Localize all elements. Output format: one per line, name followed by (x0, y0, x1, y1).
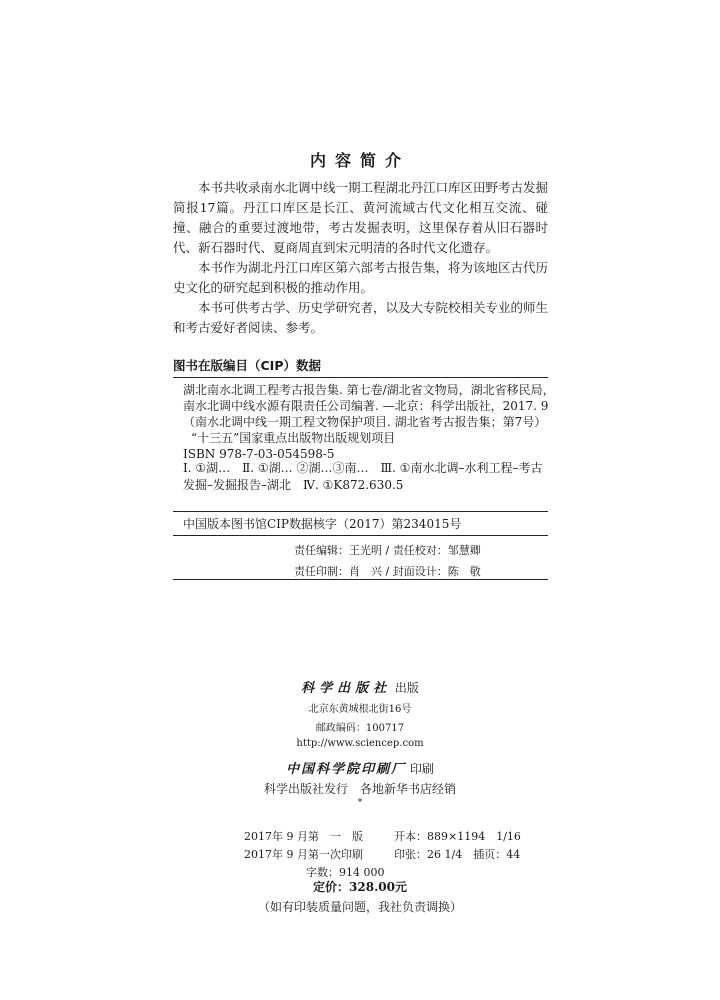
website: http://www.sciencep.com (296, 738, 424, 749)
cip-line: （南水北调中线一期工程文物保护项目. 湖北省考古报告集；第7号） (183, 415, 547, 429)
cip-line: “十三五”国家重点出版物出版规划项目 (191, 431, 396, 445)
first-edition: 2017年 9 月第 一 版 (244, 830, 363, 843)
divider (173, 511, 548, 512)
printed-sheets: 印张：26 1/4 插页：44 (394, 848, 521, 861)
publisher-line (0, 677, 720, 696)
publisher-suffix: 出版 (394, 681, 419, 695)
publisher-address: 北京东黄城根北街16号 (308, 704, 412, 715)
summary-section (173, 178, 548, 338)
quality-notice: （如有印装质量问题，我社负责调换） (257, 900, 462, 914)
divider (173, 377, 548, 378)
divider (173, 579, 548, 580)
cip-line: 南水北调中线水源有限责任公司编著. —北京：科学出版社，2017. 9 (183, 399, 549, 413)
cip-number: 中国版本图书馆CIP数据核字（2017）第234015号 (183, 517, 462, 531)
summary-paragraph: 本书共收录南水北调中线一期工程湖北丹江口库区田野考古发掘简报17篇。丹江口库区是长江、黄河流域古代文化相互交流、碰撞、融合的重要过渡地带，考古发掘表明，这里保存着从旧石器时代、新石器时代、夏商周直到宋元明清的各时代文化遗存。 (173, 180, 549, 255)
cip-class-line: 发掘–发掘报告–湖北 Ⅳ. ①K872.630.5 (183, 478, 404, 492)
distribution: 科学出版社发行 各地新华书店经销 (263, 782, 456, 796)
edition-info (244, 828, 521, 882)
cip-line: 湖北南水北调工程考古报告集. 第七卷/湖北省文物局，湖北省移民局， (183, 383, 555, 397)
credits-production: 责任印制：肖 兴 / 封面设计：陈 敬 (294, 565, 481, 578)
divider (173, 535, 548, 536)
printer-suffix: 印刷 (409, 762, 434, 776)
word-count: 字数：914 000 (306, 866, 385, 879)
first-printing: 2017年 9 月第一次印刷 (244, 848, 363, 861)
book-format: 开本：889×1194 1/16 (394, 830, 521, 843)
postcode: 邮政编码：100717 (315, 723, 405, 734)
summary-title: 内容简介 (309, 151, 410, 170)
cip-title: 图书在版编目（CIP）数据 (173, 358, 321, 373)
credits-editors: 责任编辑：王光明 / 责任校对：邹慧卿 (294, 544, 481, 557)
summary-paragraph: 本书可供考古学、历史学研究者，以及大专院校相关专业的师生和考古爱好者阅读、参考。 (173, 300, 549, 335)
cip-record (183, 382, 555, 462)
printer-line (0, 758, 720, 777)
cip-class-line: Ⅰ. ①湖… Ⅱ. ①湖… ②湖…③南… Ⅲ. ①南水北调–水利工程–考古 (183, 461, 543, 475)
cip-isbn: ISBN 978-7-03-054598-5 (183, 447, 335, 461)
printer-logo: 中国科学院印刷厂 (286, 762, 407, 777)
separator: * (357, 798, 363, 808)
publisher-logo: 科学出版社 (301, 681, 392, 696)
price: 定价：328.00元 (313, 880, 407, 894)
cip-classification (183, 460, 548, 494)
summary-paragraph: 本书作为湖北丹江口库区第六部考古报告集，将为该地区古代历史文化的研究起到积极的推动作用。 (173, 260, 549, 295)
